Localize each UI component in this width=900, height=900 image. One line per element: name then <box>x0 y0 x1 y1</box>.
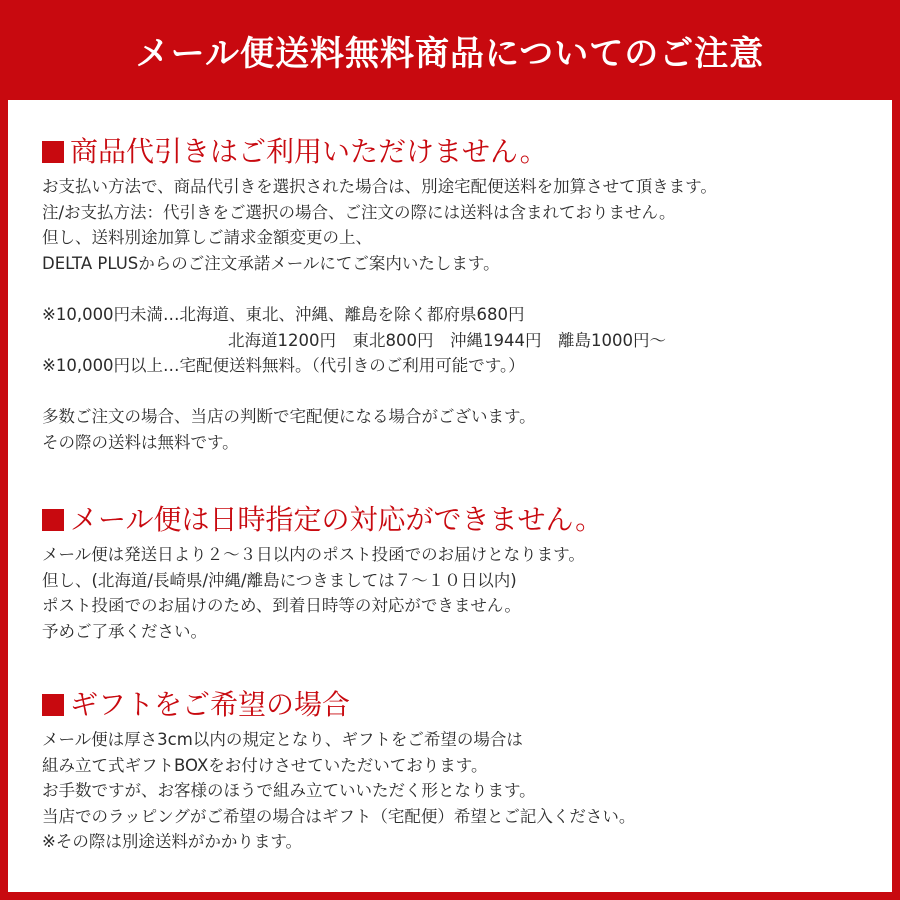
section-cod-unavailable <box>42 132 882 456</box>
square-bullet-icon <box>42 509 64 531</box>
body-line: その際の送料は無料です。 <box>42 432 239 452</box>
shipping-fee-line: ※10,000円未満…北海道、東北、沖縄、離島を除く都府県680円 <box>42 304 525 324</box>
section-title <box>42 500 882 540</box>
page-title: メール便送料無料商品についてのご注意 <box>135 33 765 74</box>
body-line: DELTA PLUSからのご注文承諾メールにてご案内いたします。 <box>42 253 500 273</box>
spacer <box>42 276 882 302</box>
body-line: 但し、(北海道/長崎県/沖縄/離島につきましては７～１０日以内) <box>42 570 517 590</box>
notice-content <box>8 100 892 892</box>
square-bullet-icon <box>42 141 64 163</box>
body-line: お支払い方法で、商品代引きを選択された場合は、別途宅配便送料を加算させて頂きます。 <box>42 177 717 196</box>
body-line: お手数ですが、お客様のほうで組み立ていいただく形となります。 <box>42 781 536 801</box>
section-title <box>42 132 882 172</box>
body-line: メール便は厚さ3cm以内の規定となり、ギフトをご希望の場合は <box>42 730 523 749</box>
header-banner <box>0 0 900 100</box>
section-title <box>42 685 882 725</box>
section-gift <box>42 685 882 855</box>
square-bullet-icon <box>42 694 64 716</box>
spacer <box>42 379 882 405</box>
body-line: メール便は発送日より２～３日以内のポスト投函でのお届けとなります。 <box>42 545 585 564</box>
body-line: ※その際は別途送料がかかります。 <box>42 832 303 852</box>
body-line: 多数ご注文の場合、当店の判断で宅配便になる場合がございます。 <box>42 407 536 427</box>
body-line: 但し、送料別途加算しご請求金額変更の上、 <box>42 228 372 248</box>
section-title-text: 商品代引きはご利用いただけません。 <box>70 135 548 168</box>
free-shipping-line: ※10,000円以上…宅配便送料無料。（代引きのご利用可能です。） <box>42 356 525 376</box>
body-line: ポスト投函でのお届けのため、到着日時等の対応ができません。 <box>42 596 521 616</box>
body-line: 当店でのラッピングがご希望の場合はギフト（宅配便）希望とご記入ください。 <box>42 806 636 826</box>
body-line: 予めご了承ください。 <box>42 621 207 641</box>
section-title-text: ギフトをご希望の場合 <box>70 688 351 721</box>
body-line: 注/お支払方法：代引きをご選択の場合、ご注文の際には送料は含まれておりません。 <box>42 202 676 222</box>
section-no-date-specification <box>42 500 882 644</box>
body-line: 組み立て式ギフトBOXをお付けさせていただいております。 <box>42 755 488 775</box>
regional-fee-line: 北海道1200円 東北800円 沖縄1944円 離島1000円～ <box>228 330 666 350</box>
section-title-text: メール便は日時指定の対応ができません。 <box>70 503 604 536</box>
